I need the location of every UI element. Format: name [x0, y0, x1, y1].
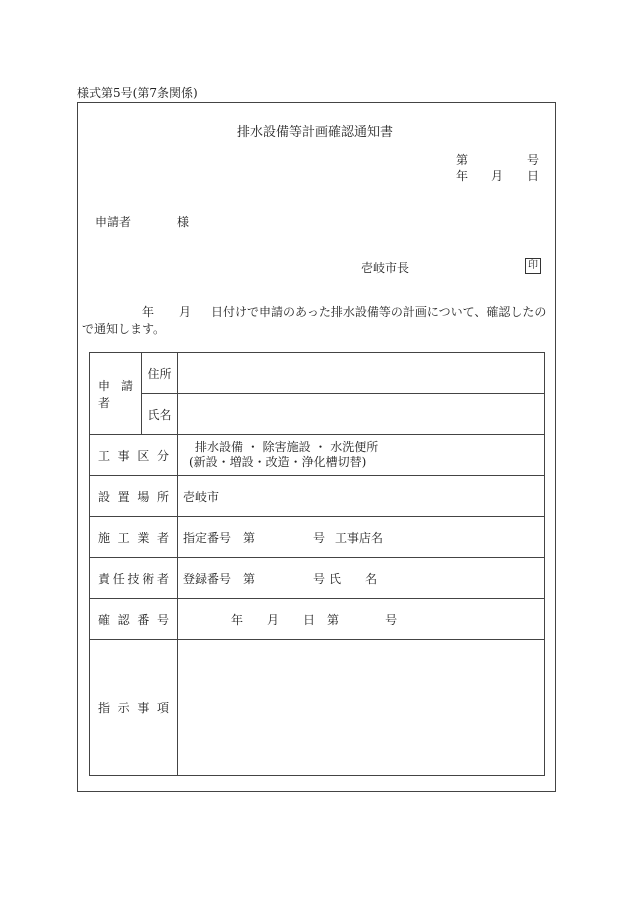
date-month: 月 — [491, 169, 504, 183]
instructions-field[interactable] — [178, 640, 545, 776]
contractor-no-prefix: 第 — [243, 530, 256, 545]
work-type-label: 工事区分 — [90, 435, 178, 476]
contractor-reg-label: 指定番号 — [183, 530, 232, 545]
notice-body — [82, 304, 552, 338]
addressee-honorific: 様 — [177, 215, 190, 229]
contractor-field[interactable] — [178, 517, 545, 558]
confirmation-day: 日 — [303, 612, 316, 627]
details-table — [89, 352, 545, 776]
engineer-no-prefix: 第 — [243, 571, 256, 586]
instructions-label: 指示事項 — [90, 640, 178, 776]
applicant-address-label: 住所 — [142, 353, 178, 394]
engineer-reg-label: 登録番号 — [183, 571, 232, 586]
doc-number-suffix: 号 — [527, 153, 540, 167]
location-value: 壱岐市 — [183, 489, 220, 504]
confirmation-month: 月 — [267, 612, 280, 627]
confirmation-year: 年 — [231, 612, 244, 627]
work-type-line2: (新設・増設・改造・浄化槽切替) — [189, 455, 367, 469]
addressee-label: 申請者 — [95, 215, 132, 229]
applicant-label: 申請者 — [90, 353, 142, 435]
engineer-name-2: 名 — [365, 571, 378, 586]
date-day: 日 — [527, 169, 540, 183]
seal-mark: 印 — [525, 258, 541, 274]
body-month: 月 — [179, 305, 192, 319]
confirmation-label: 確認番号 — [90, 599, 178, 640]
engineer-no-suffix: 号 — [313, 571, 326, 586]
engineer-label: 責任技術者 — [90, 558, 178, 599]
confirmation-no-suffix: 号 — [385, 612, 398, 627]
date-year: 年 — [456, 169, 469, 183]
engineer-name-1: 氏 — [329, 571, 342, 586]
applicant-name-field[interactable] — [178, 394, 545, 435]
work-type-field[interactable] — [178, 435, 545, 476]
doc-number-prefix: 第 — [456, 153, 469, 167]
body-year: 年 — [142, 305, 155, 319]
document-title: 排水設備等計画確認通知書 — [236, 125, 393, 140]
location-label: 設置場所 — [90, 476, 178, 517]
contractor-shop-label: 工事店名 — [335, 530, 384, 545]
work-type-line1: 排水設備 ・ 除害施設 ・ 水洗便所 — [195, 440, 379, 454]
applicant-name-label: 氏名 — [142, 394, 178, 435]
engineer-field[interactable] — [178, 558, 545, 599]
confirmation-field[interactable] — [178, 599, 545, 640]
issuer-name: 壱岐市長 — [361, 261, 410, 275]
contractor-no-suffix: 号 — [313, 530, 326, 545]
contractor-label: 施工業者 — [90, 517, 178, 558]
applicant-address-field[interactable] — [178, 353, 545, 394]
confirmation-no-prefix: 第 — [327, 612, 340, 627]
body-text: 日付けで申請のあった排水設備等の計画について、確認したので通知します。 — [82, 305, 547, 336]
location-field[interactable] — [178, 476, 545, 517]
form-number-label: 様式第5号(第7条関係) — [77, 86, 198, 100]
